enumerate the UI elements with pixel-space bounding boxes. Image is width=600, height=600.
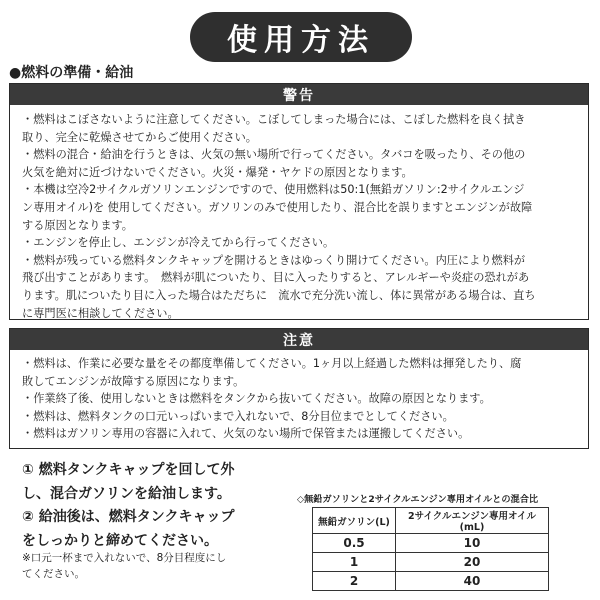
gasoline-cell: 2 <box>313 572 396 591</box>
oil-cell: 10 <box>396 534 549 553</box>
warning-line: 飛び出すことがあります。 燃料が肌についたり、目に入ったりすると、アレルギーや炎症の恐れがあ <box>22 271 530 285</box>
caution-line: ・燃料は、作業に必要な量をその都度準備してください。1ヶ月以上経過した燃料は揮発したり、腐 <box>22 357 522 370</box>
step-line: をしっかりと締めてください。 <box>22 532 218 549</box>
warning-line: する原因となります。 <box>22 218 133 232</box>
gasoline-cell: 1 <box>313 553 396 572</box>
warning-line: 取り、完全に乾燥させてからご使用ください。 <box>22 130 257 144</box>
refuel-steps <box>22 459 282 553</box>
warning-line: 火気を絶対に近づけないでください。火災・爆発・ヤケドの原因となります。 <box>22 165 413 179</box>
page-title: 使用方法 <box>190 12 412 62</box>
warning-box <box>9 83 589 320</box>
warning-line: に専門医に相談してください。 <box>22 306 179 320</box>
caution-line: ・燃料はガソリン専用の容器に入れて、火気のない場所で保管または運搬してください。 <box>22 427 470 441</box>
table-row <box>313 534 549 553</box>
warning-label: 警告 <box>10 84 588 105</box>
header-gasoline: 無鉛ガソリン(L) <box>313 508 396 534</box>
caution-box <box>9 328 589 449</box>
note-line: ※口元一杯まで入れないで、8分目程度にし <box>22 552 227 564</box>
table-row <box>313 572 549 591</box>
note-line: てください。 <box>22 567 85 580</box>
warning-line: ン専用オイル)を 使用してください。ガソリンのみで使用したり、混合比を誤りますとエンジンが故障 <box>22 200 533 214</box>
step-line: ② 給油後は、燃料タンクキャップ <box>22 509 235 525</box>
warning-line: ります。肌についたり目に入った場合はただちに 流水で充分洗い流し、体に異常がある場合は、直ち <box>22 288 536 302</box>
mix-table-title: ◇無鉛ガソリンと2サイクルエンジン専用オイルとの混合比 <box>297 494 539 505</box>
warning-line: ・燃料の混合・給油を行うときは、火気の無い場所で行ってください。タバコを吸ったり、その他の <box>22 148 526 162</box>
mix-ratio-table <box>312 507 549 591</box>
section-heading: ●燃料の準備・給油 <box>9 65 134 81</box>
step-line: し、混合ガソリンを給油します。 <box>22 485 231 502</box>
caution-label: 注意 <box>10 329 588 350</box>
header-oil: 2サイクルエンジン専用オイル(mL) <box>396 508 549 534</box>
warning-line: ・燃料はこぼさないように注意してください。こぼしてしまった場合には、こぼした燃料を良く拭き <box>22 113 526 126</box>
caution-line: ・燃料は、燃料タンクの口元いっぱいまで入れないで、8分目位までとしてください。 <box>22 409 454 423</box>
table-header-row <box>313 508 549 534</box>
step-line: ① 燃料タンクキャップを回して外 <box>22 462 235 478</box>
warning-line: ・エンジンを停止し、エンジンが冷えてから行ってください。 <box>22 236 335 250</box>
table-row <box>313 553 549 572</box>
warning-line: ・本機は空冷2サイクルガソリンエンジンですので、使用燃料は50:1(無鉛ガソリン:2サイクルエンジ <box>22 183 525 197</box>
oil-cell: 20 <box>396 553 549 572</box>
gasoline-cell: 0.5 <box>313 534 396 553</box>
warning-line: ・燃料が残っている燃料タンクキャップを開けるときはゆっくり開けてください。内圧により燃料が <box>22 253 526 267</box>
caution-line: 敗してエンジンが故障する原因になります。 <box>22 374 245 388</box>
oil-cell: 40 <box>396 572 549 591</box>
caution-line: ・作業終了後、使用しないときは燃料をタンクから抜いてください。故障の原因となります。 <box>22 392 491 406</box>
fill-note <box>22 551 284 582</box>
